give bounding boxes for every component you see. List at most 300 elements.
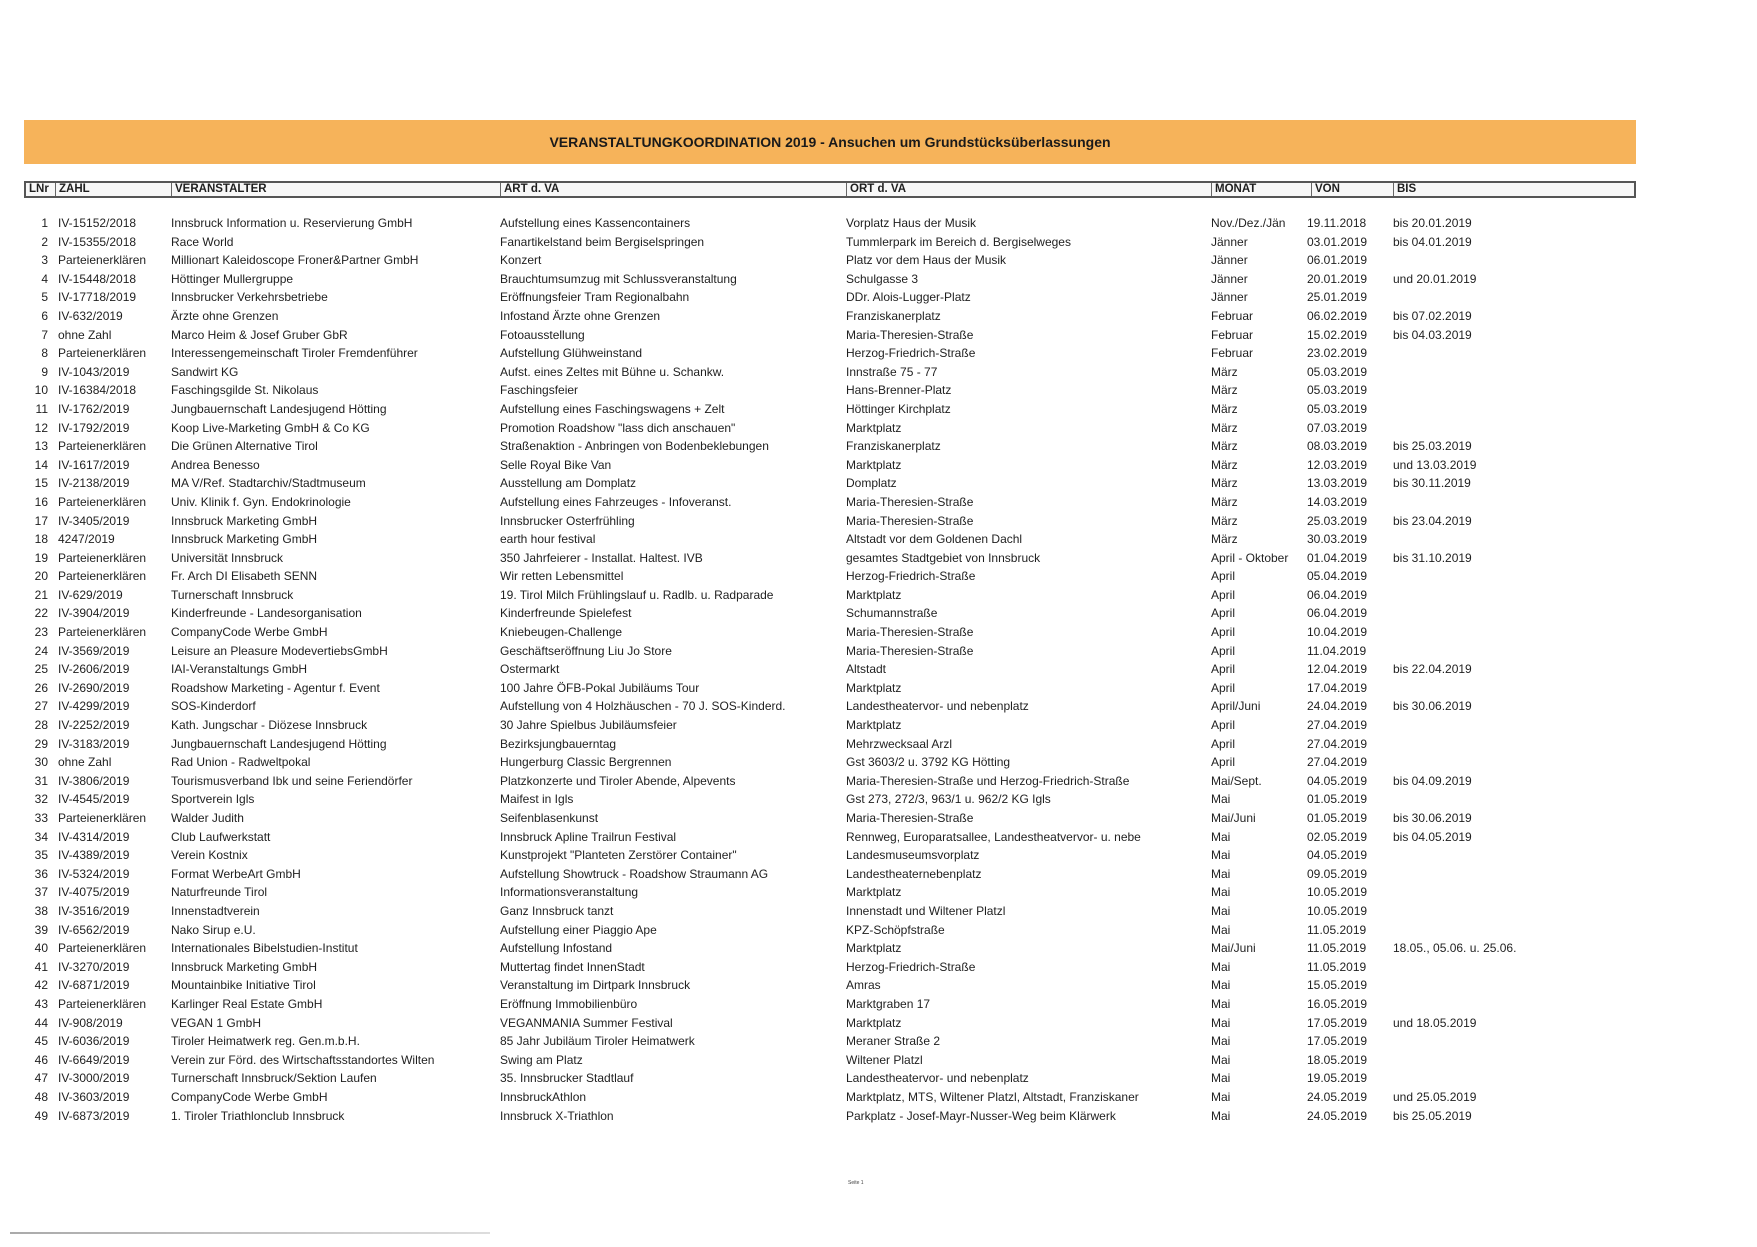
cell-ort: Franziskanerplatz — [846, 308, 941, 323]
table-row — [24, 790, 1636, 809]
cell-art: Promotion Roadshow "lass dich anschauen" — [500, 420, 736, 435]
cell-art: Aufstellung Showtruck - Roadshow Straumann AG — [500, 866, 769, 881]
cell-ort: Marktplatz — [846, 885, 902, 900]
cell-bis: bis 23.04.2019 — [1393, 513, 1472, 528]
cell-art: 85 Jahr Jubiläum Tiroler Heimatwerk — [500, 1034, 695, 1049]
cell-von: 09.05.2019 — [1307, 866, 1368, 881]
table-row — [24, 753, 1636, 772]
cell-mon: April — [1211, 680, 1236, 695]
cell-zahl: IV-15448/2018 — [58, 271, 137, 286]
cell-art: Konzert — [500, 253, 542, 268]
table-row — [24, 381, 1636, 400]
cell-nr: 2 — [41, 234, 48, 249]
cell-bis: bis 25.05.2019 — [1393, 1108, 1472, 1123]
cell-art: Seifenblasenkunst — [500, 811, 599, 825]
cell-art: Fanartikelstand beim Bergiselspringen — [500, 234, 705, 249]
cell-bis: bis 30.06.2019 — [1393, 811, 1472, 825]
cell-mon: April/Juni — [1211, 699, 1261, 714]
cell-ort: Vorplatz Haus der Musik — [846, 216, 977, 230]
cell-bis: bis 04.03.2019 — [1393, 327, 1472, 342]
cell-zahl: Parteienerklären — [58, 439, 147, 454]
cell-von: 16.05.2019 — [1307, 996, 1368, 1011]
cell-bis: bis 25.03.2019 — [1393, 439, 1472, 454]
cell-ver: Nako Sirup e.U. — [171, 922, 256, 937]
cell-art: VEGANMANIA Summer Festival — [500, 1015, 673, 1030]
cell-zahl: IV-17718/2019 — [58, 290, 137, 305]
table-row — [24, 995, 1636, 1014]
cell-ver: Koop Live-Marketing GmbH & Co KG — [171, 420, 370, 435]
cell-zahl: Parteienerklären — [58, 941, 147, 956]
cell-bis: bis 07.02.2019 — [1393, 308, 1472, 323]
cell-nr: 11 — [35, 401, 48, 416]
cell-mon: Mai — [1211, 848, 1231, 863]
header-ort: ORT d. VA — [846, 183, 1215, 196]
table-row — [24, 921, 1636, 940]
cell-art: Swing am Platz — [500, 1052, 583, 1067]
cell-zahl: ohne Zahl — [58, 755, 112, 770]
cell-zahl: ohne Zahl — [58, 327, 112, 342]
cell-art: Wir retten Lebensmittel — [500, 569, 624, 584]
cell-von: 12.04.2019 — [1307, 662, 1368, 677]
cell-ver: Millionart Kaleidoscope Froner&Partner GmbH — [171, 253, 419, 268]
cell-ort: Maria-Theresien-Straße — [846, 494, 974, 509]
cell-art: Aufstellung eines Fahrzeuges - Infoveranst. — [500, 494, 732, 509]
cell-art: Aufstellung eines Kassencontainers — [500, 216, 691, 230]
cell-ver: Walder Judith — [171, 811, 244, 825]
cell-ort: Marktgraben 17 — [846, 996, 931, 1011]
cell-art: Maifest in Igls — [500, 792, 574, 807]
cell-ver: Format WerbeArt GmbH — [171, 866, 301, 881]
table-row — [24, 828, 1636, 847]
cell-nr: 40 — [34, 941, 48, 956]
cell-mon: April — [1211, 606, 1236, 621]
cell-nr: 42 — [34, 978, 48, 993]
cell-ort: Tummlerpark im Bereich d. Bergiselweges — [846, 234, 1071, 249]
header-bis: BIS — [1393, 183, 1637, 196]
table-row — [24, 902, 1636, 921]
cell-von: 06.04.2019 — [1307, 587, 1368, 602]
cell-ort: Maria-Theresien-Straße — [846, 513, 974, 528]
cell-nr: 49 — [34, 1108, 48, 1123]
cell-bis: bis 20.01.2019 — [1393, 216, 1472, 230]
cell-nr: 20 — [34, 569, 48, 584]
cell-von: 07.03.2019 — [1307, 420, 1368, 435]
table-row — [24, 419, 1636, 438]
cell-von: 13.03.2019 — [1307, 476, 1368, 491]
cell-von: 23.02.2019 — [1307, 346, 1368, 361]
cell-nr: 44 — [34, 1015, 48, 1030]
cell-ver: VEGAN 1 GmbH — [171, 1015, 262, 1030]
cell-mon: April — [1211, 587, 1236, 602]
cell-mon: Mai — [1211, 1052, 1231, 1067]
cell-nr: 48 — [34, 1089, 48, 1104]
cell-art: Aufstellung von 4 Holzhäuschen - 70 J. SOS-Kinderd. — [500, 699, 786, 714]
cell-mon: Mai — [1211, 1089, 1231, 1104]
cell-von: 15.02.2019 — [1307, 327, 1368, 342]
cell-nr: 24 — [34, 643, 48, 658]
cell-nr: 23 — [34, 625, 48, 640]
cell-zahl: IV-3603/2019 — [58, 1089, 130, 1104]
cell-mon: Mai — [1211, 792, 1231, 807]
cell-ver: Tourismusverband Ibk und seine Feriendörfer — [171, 773, 413, 788]
cell-ver: Jungbauernschaft Landesjugend Hötting — [171, 736, 387, 751]
header-von: VON — [1311, 183, 1397, 196]
cell-nr: 1 — [41, 216, 48, 230]
cell-von: 17.05.2019 — [1307, 1034, 1368, 1049]
cell-von: 04.05.2019 — [1307, 848, 1368, 863]
cell-mon: Februar — [1211, 346, 1254, 361]
cell-art: Bezirksjungbauerntag — [500, 736, 617, 751]
cell-ort: Altstadt — [846, 662, 887, 677]
cell-mon: Jänner — [1211, 271, 1248, 286]
cell-nr: 7 — [41, 327, 48, 342]
table-row — [24, 233, 1636, 252]
table-row — [24, 1051, 1636, 1070]
table-row — [24, 493, 1636, 512]
cell-ver: CompanyCode Werbe GmbH — [171, 1089, 328, 1104]
cell-mon: April — [1211, 662, 1236, 677]
cell-ver: Innenstadtverein — [171, 903, 260, 918]
cell-art: Straßenaktion - Anbringen von Bodenbeklebungen — [500, 439, 769, 454]
cell-mon: März — [1211, 532, 1238, 547]
cell-bis: bis 30.06.2019 — [1393, 699, 1472, 714]
table-row — [24, 437, 1636, 456]
cell-ver: Roadshow Marketing - Agentur f. Event — [171, 680, 380, 695]
cell-ver: Turnerschaft Innsbruck/Sektion Laufen — [171, 1071, 377, 1086]
cell-mon: Jänner — [1211, 234, 1248, 249]
cell-von: 10.04.2019 — [1307, 625, 1368, 640]
cell-mon: Jänner — [1211, 253, 1248, 268]
cell-zahl: IV-2252/2019 — [58, 718, 130, 733]
table-row — [24, 530, 1636, 549]
cell-ort: Landestheatervor- und nebenplatz — [846, 699, 1029, 714]
cell-zahl: IV-1617/2019 — [58, 457, 130, 472]
cell-ver: Karlinger Real Estate GmbH — [171, 996, 323, 1011]
cell-ver: Sandwirt KG — [171, 364, 239, 379]
cell-art: Fotoausstellung — [500, 327, 585, 342]
cell-art: Ganz Innsbruck tanzt — [500, 903, 614, 918]
cell-ver: Andrea Benesso — [171, 457, 260, 472]
cell-ort: Marktplatz — [846, 587, 902, 602]
cell-mon: Mai — [1211, 866, 1231, 881]
cell-zahl: IV-6562/2019 — [58, 922, 130, 937]
cell-art: Aufstellung Glühweinstand — [500, 346, 643, 361]
cell-ver: Club Laufwerkstatt — [171, 829, 271, 844]
table-row — [24, 716, 1636, 735]
cell-ort: Franziskanerplatz — [846, 439, 941, 454]
cell-ort: Wiltener Platzl — [846, 1052, 923, 1067]
cell-nr: 45 — [34, 1034, 48, 1049]
header-nr: LNr — [29, 183, 49, 195]
cell-mon: April — [1211, 718, 1236, 733]
cell-mon: Jänner — [1211, 290, 1248, 305]
cell-ver: Kinderfreunde - Landesorganisation — [171, 606, 362, 621]
cell-ort: Amras — [846, 978, 881, 993]
cell-von: 05.03.2019 — [1307, 401, 1368, 416]
cell-von: 05.04.2019 — [1307, 569, 1368, 584]
cell-von: 24.05.2019 — [1307, 1108, 1368, 1123]
cell-ver: Fr. Arch DI Elisabeth SENN — [171, 569, 318, 584]
cell-nr: 31 — [34, 773, 48, 788]
cell-nr: 10 — [34, 383, 48, 398]
cell-ort: Marktplatz — [846, 718, 902, 733]
table-row — [24, 772, 1636, 791]
cell-mon: April — [1211, 736, 1236, 751]
cell-zahl: Parteienerklären — [58, 253, 147, 268]
cell-bis: und 20.01.2019 — [1393, 271, 1477, 286]
table-row — [24, 1032, 1636, 1051]
cell-nr: 41 — [34, 959, 48, 974]
cell-nr: 13 — [34, 439, 48, 454]
cell-zahl: IV-6036/2019 — [58, 1034, 130, 1049]
cell-ort: Landestheaternebenplatz — [846, 866, 982, 881]
cell-ort: Maria-Theresien-Straße — [846, 811, 974, 825]
cell-von: 05.03.2019 — [1307, 383, 1368, 398]
cell-bis: 18.05., 05.06. u. 25.06. — [1393, 941, 1517, 956]
cell-art: Ausstellung am Domplatz — [500, 476, 637, 491]
table-row — [24, 809, 1636, 828]
cell-ort: gesamtes Stadtgebiet von Innsbruck — [846, 550, 1041, 565]
cell-ver: Internationales Bibelstudien-Institut — [171, 941, 358, 956]
cell-art: Aufst. eines Zeltes mit Bühne u. Schankw. — [500, 364, 725, 379]
cell-nr: 22 — [34, 606, 48, 621]
cell-zahl: IV-5324/2019 — [58, 866, 130, 881]
cell-ver: Interessengemeinschaft Tiroler Fremdenführer — [171, 346, 418, 361]
cell-von: 11.05.2019 — [1307, 922, 1367, 937]
table-row — [24, 1107, 1636, 1126]
cell-zahl: IV-15152/2018 — [58, 216, 137, 230]
cell-nr: 35 — [34, 848, 48, 863]
cell-von: 25.01.2019 — [1307, 290, 1368, 305]
cell-zahl: IV-4314/2019 — [58, 829, 130, 844]
cell-ver: Leisure an Pleasure ModevertiebsGmbH — [171, 643, 388, 658]
cell-art: Eröffnungsfeier Tram Regionalbahn — [500, 290, 690, 305]
cell-art: InnsbruckAthlon — [500, 1089, 587, 1104]
cell-ort: Hans-Brenner-Platz — [846, 383, 952, 398]
cell-ort: Schumannstraße — [846, 606, 938, 621]
cell-von: 17.04.2019 — [1307, 680, 1368, 695]
document-title: VERANSTALTUNGKOORDINATION 2019 - Ansuchen um Grundstücksüberlassungen — [24, 120, 1636, 164]
cell-von: 01.04.2019 — [1307, 550, 1368, 565]
cell-ort: Gst 3603/2 u. 3792 KG Hötting — [846, 755, 1011, 770]
cell-von: 11.05.2019 — [1307, 959, 1367, 974]
cell-nr: 30 — [34, 755, 48, 770]
table-row — [24, 735, 1636, 754]
cell-nr: 8 — [41, 346, 48, 361]
cell-nr: 38 — [34, 903, 48, 918]
cell-ver: SOS-Kinderdorf — [171, 699, 256, 714]
cell-zahl: Parteienerklären — [58, 569, 147, 584]
cell-nr: 26 — [34, 680, 48, 695]
cell-nr: 34 — [34, 829, 48, 844]
cell-bis: bis 04.01.2019 — [1393, 234, 1472, 249]
cell-ver: Faschingsgilde St. Nikolaus — [171, 383, 319, 398]
cell-ort: DDr. Alois-Lugger-Platz — [846, 290, 971, 305]
cell-mon: Mai — [1211, 829, 1231, 844]
cell-ver: Innsbruck Marketing GmbH — [171, 959, 318, 974]
cell-ver: Die Grünen Alternative Tirol — [171, 439, 318, 454]
cell-von: 25.03.2019 — [1307, 513, 1368, 528]
table-header — [24, 181, 1636, 198]
cell-nr: 43 — [34, 996, 48, 1011]
table-row — [24, 1014, 1636, 1033]
cell-von: 08.03.2019 — [1307, 439, 1368, 454]
cell-mon: Mai/Juni — [1211, 941, 1256, 956]
table-row — [24, 270, 1636, 289]
cell-zahl: IV-3806/2019 — [58, 773, 130, 788]
table-row — [24, 586, 1636, 605]
cell-art: Infostand Ärzte ohne Grenzen — [500, 308, 661, 323]
cell-mon: Mai — [1211, 1071, 1231, 1086]
cell-mon: Mai — [1211, 1108, 1231, 1123]
cell-ort: Herzog-Friedrich-Straße — [846, 346, 976, 361]
cell-mon: März — [1211, 420, 1238, 435]
table-row — [24, 1069, 1636, 1088]
cell-zahl: IV-3183/2019 — [58, 736, 130, 751]
cell-art: Platzkonzerte und Tiroler Abende, Alpevents — [500, 773, 736, 788]
cell-art: 30 Jahre Spielbus Jubiläumsfeier — [500, 718, 677, 733]
cell-ort: Maria-Theresien-Straße und Herzog-Friedrich-Straße — [846, 773, 1130, 788]
cell-nr: 17 — [34, 513, 48, 528]
cell-art: Aufstellung Infostand — [500, 941, 613, 956]
cell-zahl: IV-3405/2019 — [58, 513, 130, 528]
cell-mon: April — [1211, 755, 1236, 770]
cell-nr: 4 — [41, 271, 48, 286]
cell-ort: Innstraße 75 - 77 — [846, 364, 938, 379]
cell-art: Selle Royal Bike Van — [500, 457, 612, 472]
cell-nr: 37 — [34, 885, 48, 900]
cell-von: 14.03.2019 — [1307, 494, 1368, 509]
cell-art: Veranstaltung im Dirtpark Innsbruck — [500, 978, 691, 993]
cell-von: 19.05.2019 — [1307, 1071, 1368, 1086]
cell-zahl: Parteienerklären — [58, 346, 147, 361]
cell-mon: April — [1211, 643, 1236, 658]
cell-nr: 39 — [34, 922, 48, 937]
cell-von: 30.03.2019 — [1307, 532, 1368, 547]
cell-ver: Innsbruck Marketing GmbH — [171, 532, 318, 547]
table-row — [24, 939, 1636, 958]
cell-mon: März — [1211, 439, 1238, 454]
cell-von: 05.03.2019 — [1307, 364, 1368, 379]
table-row — [24, 307, 1636, 326]
table-row — [24, 214, 1636, 233]
cell-ort: Mehrzwecksaal Arzl — [846, 736, 953, 751]
cell-art: Innsbruck Apline Trailrun Festival — [500, 829, 677, 844]
cell-art: Kniebeugen-Challenge — [500, 625, 623, 640]
cell-mon: Februar — [1211, 327, 1254, 342]
cell-zahl: Parteienerklären — [58, 996, 147, 1011]
cell-zahl: IV-16384/2018 — [58, 383, 137, 398]
table-row — [24, 512, 1636, 531]
cell-mon: Mai — [1211, 1034, 1231, 1049]
cell-von: 20.01.2019 — [1307, 271, 1368, 286]
cell-mon: März — [1211, 383, 1238, 398]
page-footer: Seite 1 — [848, 1180, 864, 1186]
cell-zahl: IV-4389/2019 — [58, 848, 130, 863]
cell-art: Informationsveranstaltung — [500, 885, 639, 900]
cell-art: Brauchtumsumzug mit Schlussveranstaltung — [500, 271, 737, 286]
table-row — [24, 344, 1636, 363]
table-row — [24, 288, 1636, 307]
cell-zahl: 4247/2019 — [58, 532, 115, 547]
cell-ort: Landestheatervor- und nebenplatz — [846, 1071, 1029, 1086]
cell-mon: März — [1211, 401, 1238, 416]
cell-ver: Verein Kostnix — [171, 848, 248, 863]
cell-mon: Mai — [1211, 978, 1231, 993]
cell-art: Eröffnung Immobilienbüro — [500, 996, 638, 1011]
table-row — [24, 549, 1636, 568]
cell-zahl: Parteienerklären — [58, 494, 147, 509]
cell-von: 27.04.2019 — [1307, 736, 1368, 751]
cell-art: earth hour festival — [500, 532, 596, 547]
cell-von: 10.05.2019 — [1307, 885, 1368, 900]
cell-zahl: IV-15355/2018 — [58, 234, 137, 249]
cell-bis: und 13.03.2019 — [1393, 457, 1477, 472]
cell-ort: Innenstadt und Wiltener Platzl — [846, 903, 1006, 918]
cell-zahl: Parteienerklären — [58, 625, 147, 640]
cell-zahl: IV-1762/2019 — [58, 401, 130, 416]
table-row — [24, 474, 1636, 493]
cell-ort: Marktplatz, MTS, Wiltener Platzl, Altstadt, Franziskaner — [846, 1089, 1139, 1104]
table-row — [24, 400, 1636, 419]
cell-bis: und 25.05.2019 — [1393, 1089, 1477, 1104]
table-row — [24, 642, 1636, 661]
cell-nr: 33 — [34, 811, 48, 825]
cell-ort: Herzog-Friedrich-Straße — [846, 959, 976, 974]
cell-ort: Marktplatz — [846, 1015, 902, 1030]
cell-ver: Univ. Klinik f. Gyn. Endokrinologie — [171, 494, 351, 509]
cell-mon: Februar — [1211, 308, 1254, 323]
cell-zahl: IV-4299/2019 — [58, 699, 130, 714]
cell-ort: Schulgasse 3 — [846, 271, 919, 286]
cell-art: Aufstellung eines Faschingswagens + Zelt — [500, 401, 725, 416]
header-zahl: ZAHL — [55, 183, 174, 196]
cell-bis: bis 31.10.2019 — [1393, 550, 1472, 565]
cell-bis: bis 30.11.2019 — [1393, 476, 1471, 491]
cell-von: 06.02.2019 — [1307, 308, 1368, 323]
cell-nr: 19 — [34, 550, 48, 565]
cell-nr: 36 — [34, 866, 48, 881]
cell-ver: Innsbrucker Verkehrsbetriebe — [171, 290, 328, 305]
cell-ort: Maria-Theresien-Straße — [846, 643, 974, 658]
cell-zahl: IV-2606/2019 — [58, 662, 130, 677]
cell-zahl: IV-3516/2019 — [58, 903, 130, 918]
cell-art: Innsbrucker Osterfrühling — [500, 513, 635, 528]
cell-ver: Turnerschaft Innsbruck — [171, 587, 294, 602]
cell-ort: Meraner Straße 2 — [846, 1034, 941, 1049]
cell-art: 35. Innsbrucker Stadtlauf — [500, 1071, 634, 1086]
cell-art: Faschingsfeier — [500, 383, 579, 398]
cell-nr: 16 — [34, 494, 48, 509]
cell-ort: Maria-Theresien-Straße — [846, 625, 974, 640]
cell-zahl: IV-632/2019 — [58, 308, 123, 323]
cell-ort: Parkplatz - Josef-Mayr-Nusser-Weg beim Klärwerk — [846, 1108, 1116, 1123]
table-row — [24, 251, 1636, 270]
cell-zahl: IV-3000/2019 — [58, 1071, 130, 1086]
table-row — [24, 865, 1636, 884]
cell-art: Muttertag findet InnenStadt — [500, 959, 645, 974]
cell-ort: Maria-Theresien-Straße — [846, 327, 974, 342]
cell-nr: 5 — [41, 290, 48, 305]
cell-mon: März — [1211, 364, 1238, 379]
cell-mon: Mai — [1211, 922, 1231, 937]
cell-von: 18.05.2019 — [1307, 1052, 1368, 1067]
cell-ort: Herzog-Friedrich-Straße — [846, 569, 976, 584]
table-row — [24, 604, 1636, 623]
cell-zahl: IV-629/2019 — [58, 587, 123, 602]
cell-mon: Mai — [1211, 959, 1231, 974]
cell-nr: 3 — [41, 253, 48, 268]
